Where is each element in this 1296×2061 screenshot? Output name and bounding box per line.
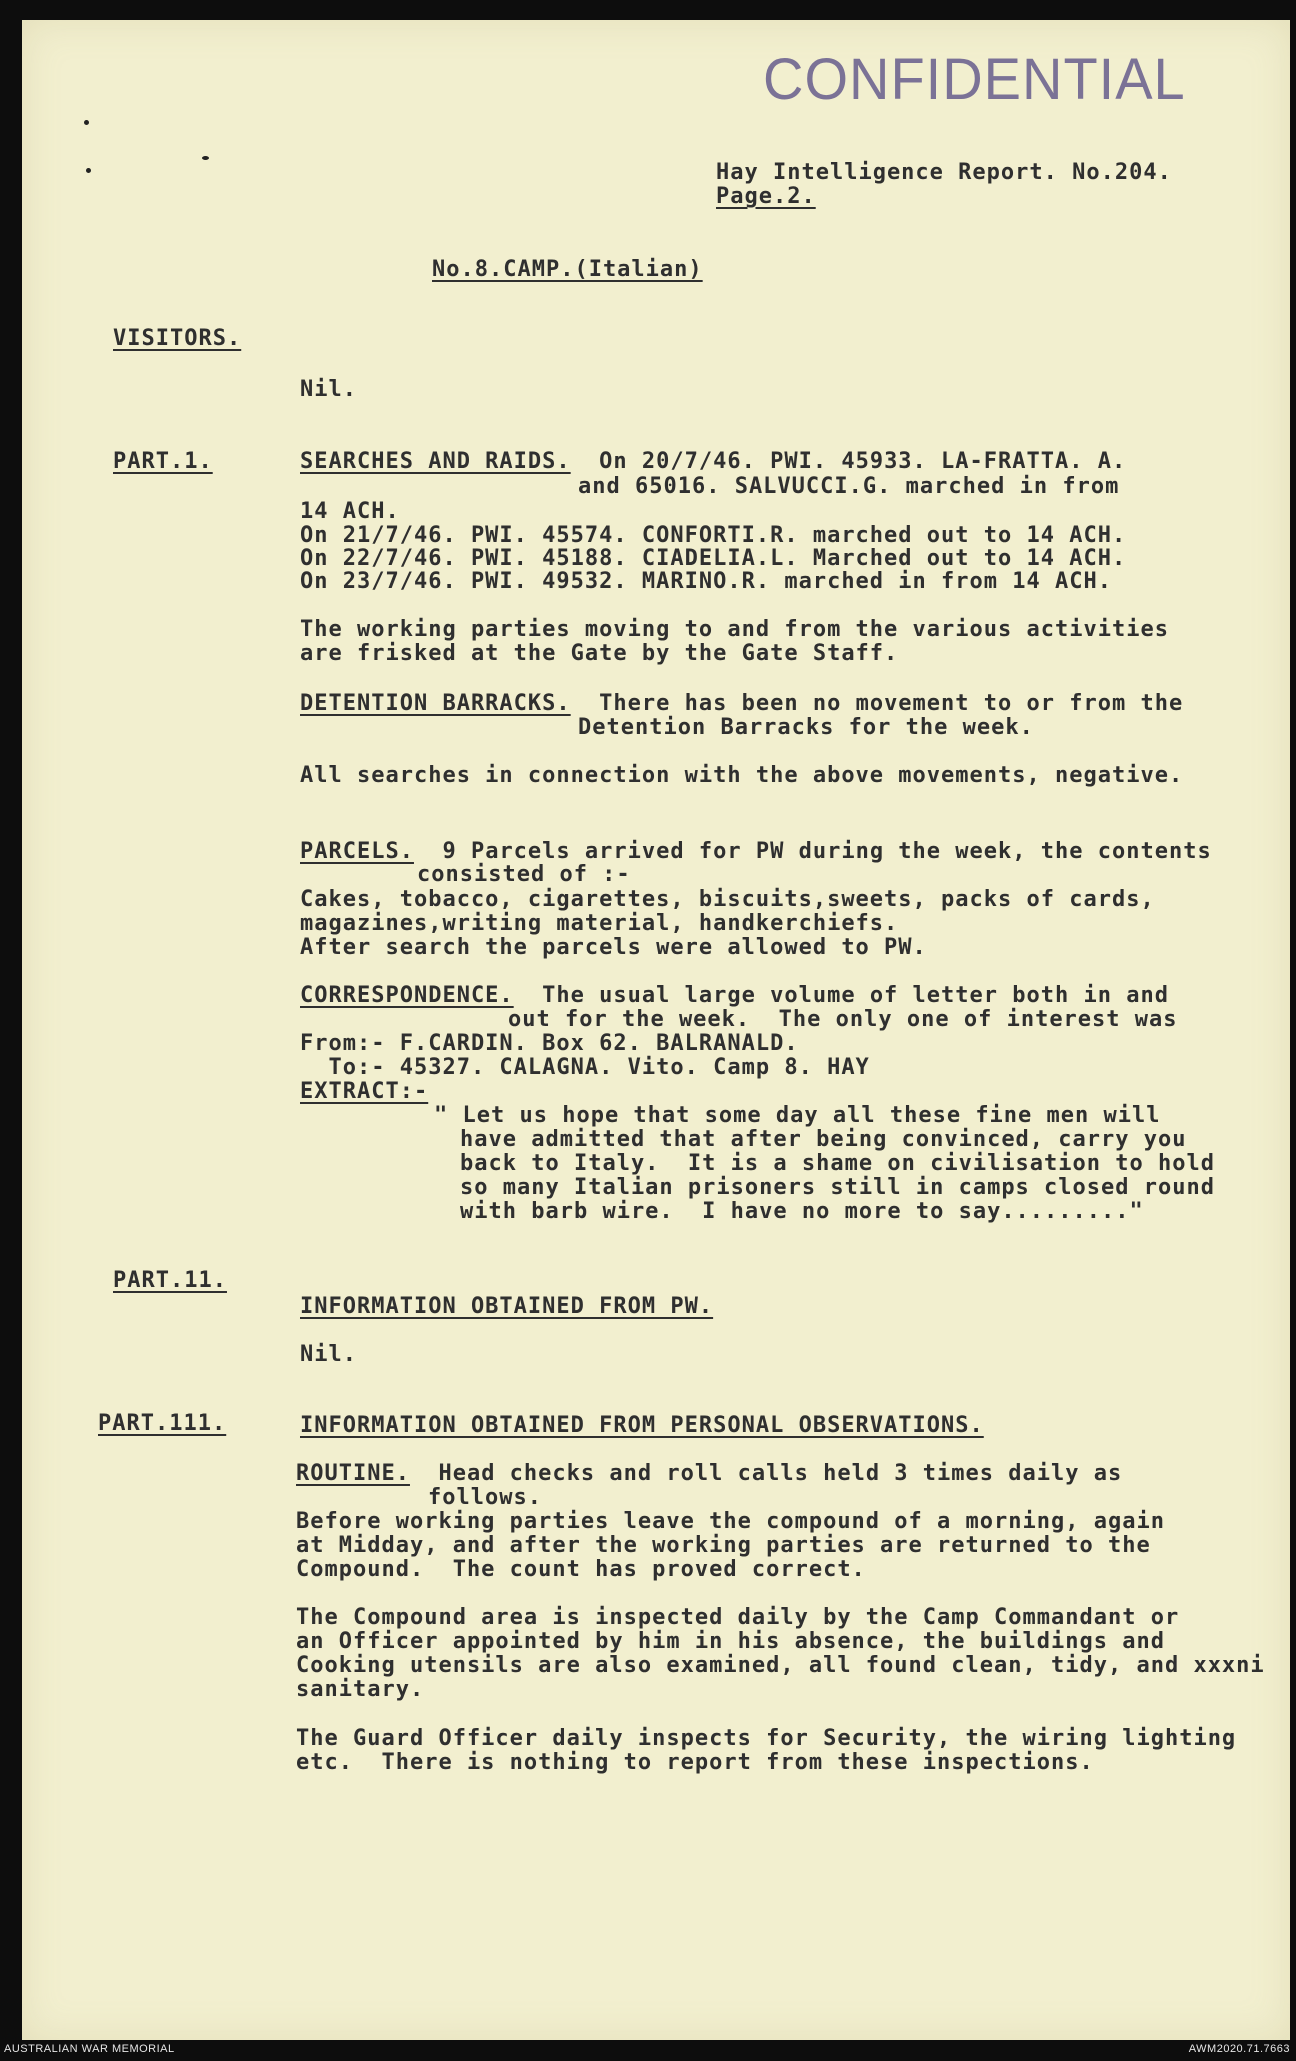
searches-line-6: On 23/7/46. PWI. 49532. MARINO.R. marched in from 14 ACH. xyxy=(300,569,1112,594)
punch-mark xyxy=(86,168,91,173)
extract-line-3: back to Italy. It is a shame on civilisation to hold xyxy=(460,1151,1215,1176)
extract-line-4: so many Italian prisoners still in camps closed round xyxy=(460,1175,1215,1200)
inspection-line-3: Cooking utensils are also examined, all found clean, tidy, and xxxni xyxy=(296,1653,1265,1678)
correspondence-line-3: From:- F.CARDIN. Box 62. BALRANALD. xyxy=(300,1031,799,1056)
guard-line-1: The Guard Officer daily inspects for Security, the wiring lighting xyxy=(296,1726,1237,1751)
searches-line-5: On 22/7/46. PWI. 45188. CIADELIA.L. Marched out to 14 ACH. xyxy=(300,546,1127,571)
extract-line-1: " Let us hope that some day all these fine men will xyxy=(434,1103,1161,1128)
camp-title: No.8.CAMP.(Italian) xyxy=(432,257,703,282)
confidential-stamp: CONFIDENTIAL xyxy=(763,45,1186,112)
guard-line-2: etc. There is nothing to report from these inspections. xyxy=(296,1750,1094,1775)
detention-heading: DETENTION BARRACKS. xyxy=(300,691,571,716)
routine-line-1: ROUTINE. Head checks and roll calls held 3 times daily as xyxy=(296,1461,1123,1486)
routine-line-2: follows. xyxy=(428,1485,542,1510)
correspondence-line-4: To:- 45327. CALAGNA. Vito. Camp 8. HAY xyxy=(300,1055,870,1080)
visitors-heading: VISITORS. xyxy=(113,326,242,351)
part2-heading: INFORMATION OBTAINED FROM PW. xyxy=(300,1294,714,1319)
visitors-text: Nil. xyxy=(300,377,357,402)
footer-reference: AWM2020.71.7663 xyxy=(1188,2043,1290,2055)
parcels-line-4: magazines,writing material, handkerchiefs. xyxy=(300,911,899,936)
extract-label: EXTRACT:- xyxy=(300,1079,429,1104)
searches-line-4: On 21/7/46. PWI. 45574. CONFORTI.R. marched out to 14 ACH. xyxy=(300,523,1127,548)
report-title: Hay Intelligence Report. No.204. xyxy=(716,160,1172,185)
part3-label: PART.111. xyxy=(98,1411,227,1436)
correspondence-line-2: out for the week. The only one of interest was xyxy=(508,1007,1178,1032)
correspondence-line-1: CORRESPONDENCE. The usual large volume of letter both in and xyxy=(300,983,1169,1008)
punch-mark xyxy=(84,120,89,125)
detention-line-1: DETENTION BARRACKS. There has been no movement to or from the xyxy=(300,691,1184,716)
extract-line-2: have admitted that after being convinced, carry you xyxy=(460,1127,1187,1152)
searches-line-1: SEARCHES AND RAIDS. On 20/7/46. PWI. 45933. LA-FRATTA. A. xyxy=(300,449,1127,474)
extract-line-5: with barb wire. I have no more to say........." xyxy=(460,1199,1144,1224)
searches-line-3: 14 ACH. xyxy=(300,499,400,524)
punch-mark xyxy=(202,156,209,160)
parcels-heading: PARCELS. xyxy=(300,839,414,864)
searches-negative: All searches in connection with the above movements, negative. xyxy=(300,763,1184,788)
parcels-line-2: consisted of :- xyxy=(417,862,631,887)
part1-label: PART.1. xyxy=(113,449,213,474)
routine-line-5: Compound. The count has proved correct. xyxy=(296,1557,866,1582)
part2-text: Nil. xyxy=(300,1342,357,1367)
working-parties-line-1: The working parties moving to and from the various activities xyxy=(300,617,1169,642)
parcels-line-1: PARCELS. 9 Parcels arrived for PW during the week, the contents xyxy=(300,839,1212,864)
footer-institution: AUSTRALIAN WAR MEMORIAL xyxy=(4,2043,175,2055)
routine-line-3: Before working parties leave the compound of a morning, again xyxy=(296,1509,1165,1534)
page-number: Page.2. xyxy=(716,184,816,209)
parcels-line-5: After search the parcels were allowed to PW. xyxy=(300,935,927,960)
searches-line-2: and 65016. SALVUCCI.G. marched in from xyxy=(578,474,1120,499)
inspection-line-2: an Officer appointed by him in his absence, the buildings and xyxy=(296,1629,1165,1654)
detention-line-2: Detention Barracks for the week. xyxy=(578,715,1034,740)
inspection-line-4: sanitary. xyxy=(296,1677,425,1702)
routine-heading: ROUTINE. xyxy=(296,1461,410,1486)
searches-heading: SEARCHES AND RAIDS. xyxy=(300,449,571,474)
parcels-line-3: Cakes, tobacco, cigarettes, biscuits,sweets, packs of cards, xyxy=(300,887,1155,912)
routine-line-4: at Midday, and after the working parties are returned to the xyxy=(296,1533,1151,1558)
inspection-line-1: The Compound area is inspected daily by the Camp Commandant or xyxy=(296,1605,1180,1630)
part2-label: PART.11. xyxy=(113,1268,227,1293)
working-parties-line-2: are frisked at the Gate by the Gate Staff. xyxy=(300,641,899,666)
correspondence-heading: CORRESPONDENCE. xyxy=(300,983,514,1008)
part3-heading: INFORMATION OBTAINED FROM PERSONAL OBSERVATIONS. xyxy=(300,1413,984,1438)
